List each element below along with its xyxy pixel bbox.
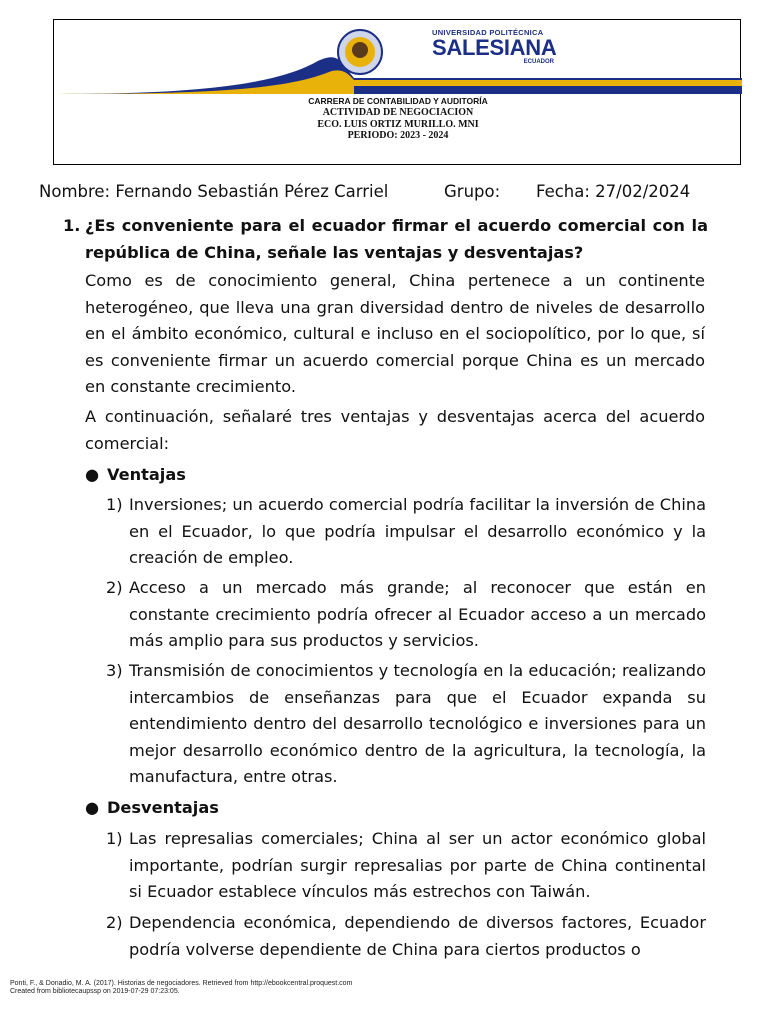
logo-sub-text: ECUADOR [523, 59, 554, 65]
intro-paragraph: A continuación, señalaré tres ventajas y desventajas acerca del acuerdo comercial: [85, 407, 705, 453]
question-number: 1. [63, 216, 81, 235]
item-text: Acceso a un mercado más grande; al reconocer que están en constante crecimiento podría ofrecer al Ecuador acceso a un mercado más amplio para sus productos y servicios. [129, 578, 706, 650]
list-item [106, 910, 706, 963]
header-period: PERIODO: 2023 - 2024 [347, 130, 449, 141]
ventajas-heading [85, 465, 186, 484]
item-text: Inversiones; un acuerdo comercial podría facilitar la inversión de China en el Ecuador, lo que podría impulsar el desarrollo económico y la creación de empleo. [129, 495, 706, 567]
student-name: Nombre: Fernando Sebastián Pérez Carriel [39, 182, 389, 201]
item-text: Transmisión de conocimientos y tecnología en la educación; realizando intercambios de enseñanzas para que el Ecuador expanda su entendimiento dentro del desarrollo tecnológico e inversiones para un mejor desarrollo económico dentro de la agricultura, la tecnología, la manufactura, entre otras. [129, 661, 706, 786]
citation-line: Ponti, F., & Donadio, M. A. (2017). Historias de negociadores. Retrieved from http://ebookcentral.proquest.com [10, 980, 353, 987]
question-text: ¿Es conveniente para el ecuador firmar el acuerdo comercial con la república de China, señale las ventajas y desventajas? [85, 216, 708, 262]
university-logo [432, 28, 592, 65]
item-number: 3) [106, 661, 123, 680]
ventajas-title: Ventajas [107, 465, 186, 484]
item-text: Dependencia económica, dependiendo de diversos factores, Ecuador podría volverse dependiente de China para ciertos productos o [129, 913, 706, 959]
date-label: Fecha: 27/02/2024 [536, 182, 691, 201]
list-item [106, 575, 706, 655]
university-logo-swoosh [54, 20, 742, 166]
list-item [106, 492, 706, 572]
question-1 [63, 212, 708, 266]
list-item [106, 658, 706, 791]
item-number: 2) [106, 913, 123, 932]
group-label: Grupo: [444, 182, 501, 201]
answer-paragraph: Como es de conocimiento general, China pertenece a un continente heterogéneo, que lleva una gran diversidad dentro de niveles de desarrollo en el ámbito económico, cultural e incluso en el sociopolítico, por lo que, sí es conveniente firmar un acuerdo comercial porque China es un mercado en constante crecimiento. [85, 271, 705, 396]
bullet-icon: ● [85, 798, 100, 817]
item-text: Las represalias comerciales; China al ser un actor económico global importante, podrían surgir represalias por parte de China continental si Ecuador establece vínculos más estrechos con Taiwán. [129, 829, 706, 901]
footer-citation [10, 980, 352, 996]
bullet-icon: ● [85, 465, 100, 484]
list-item [106, 826, 706, 906]
desventajas-heading [85, 798, 219, 817]
desventajas-title: Desventajas [107, 798, 219, 817]
header-career: CARRERA DE CONTABILIDAD Y AUDITORÍA [308, 96, 488, 106]
header-info [54, 95, 742, 142]
header-professor: ECO. LUIS ORTIZ MURILLO. MNI [317, 118, 479, 130]
header-activity: ACTIVIDAD DE NEGOCIACION [322, 107, 474, 118]
created-line: Created from bibliotecaupssp on 2019-07-29 07:23:05. [10, 988, 180, 995]
item-number: 1) [106, 495, 123, 514]
logo-top-text: UNIVERSIDAD POLITÉCNICA [432, 28, 544, 37]
item-number: 2) [106, 578, 123, 597]
item-number: 1) [106, 829, 123, 848]
logo-main-text: SALESIANA [432, 35, 557, 60]
header-box [53, 19, 741, 165]
